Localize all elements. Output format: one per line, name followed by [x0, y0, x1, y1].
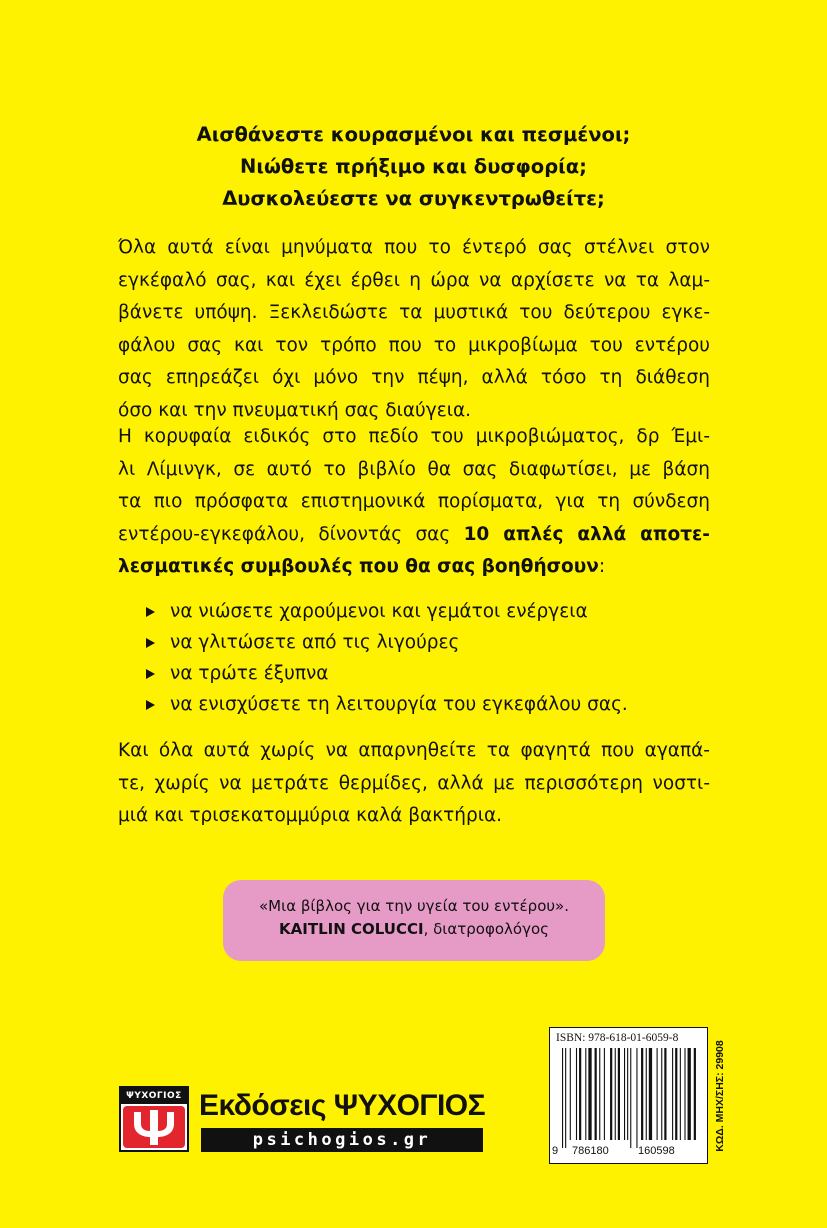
headline-line-1: Αισθάνεστε κουρασμένοι και πεσμένοι; [196, 123, 631, 146]
paragraph-2-text: εντέρου-εγκεφάλου, δίνοντάς σας [118, 523, 464, 545]
quote-text: «Μια βίβλος για την υγεία του εντέρου». [259, 897, 569, 915]
isbn-text: ISBN: 978-618-01-6059-8 [556, 1032, 679, 1044]
list-item [146, 627, 706, 658]
barcode-box [549, 1027, 708, 1164]
product-code [712, 1027, 728, 1164]
paragraph-2-line [118, 551, 710, 584]
quote-author: KAITLIN COLUCCI [279, 920, 424, 938]
barcode-digit-first: 9 [552, 1145, 559, 1157]
headline-line-2: Νιώθετε πρήξιμο και δυσφορία; [240, 155, 587, 178]
barcode-digits-right: 160598 [638, 1145, 675, 1157]
paragraph-2-line [118, 519, 710, 552]
publisher-url: psichogios.gr [201, 1128, 483, 1152]
paragraph-3 [118, 735, 710, 833]
barcode-icon [562, 1048, 698, 1148]
paragraph-1-line: εγκέφαλό σας, και έχει έρθει η ώρα να αρχίσετε να τα λαμ- [118, 269, 710, 291]
paragraph-2-text: : [598, 556, 606, 577]
list-item-text: να νιώσετε χαρούμενοι και γεμάτοι ενέργεια [170, 601, 588, 622]
paragraph-1 [118, 232, 710, 427]
list-item-text: να ενισχύσετε τη λειτουργία του εγκεφάλου σας. [170, 694, 628, 715]
paragraph-3-line: τε, χωρίς να μετράτε θερμίδες, αλλά με περισσότερη νοστι- [118, 772, 710, 794]
paragraph-2-bold-text: λεσματικές συμβουλές που θα σας βοηθήσουν [118, 556, 599, 577]
headline [100, 119, 727, 215]
barcode-digits-left: 786180 [572, 1145, 609, 1157]
publisher-logo [119, 1086, 189, 1152]
paragraph-2-line: Η κορυφαία ειδικός στο πεδίο του μικροβιώματος, δρ Έμι- [118, 426, 710, 447]
benefits-list [146, 596, 706, 720]
paragraph-2-line: λι Λίμινγκ, σε αυτό το βιβλίο θα σας διαφωτίσει, με βάση [118, 458, 710, 480]
triangle-bullet-icon [146, 607, 155, 617]
list-item [146, 596, 706, 627]
quote-role: , διατροφολόγος [423, 920, 549, 938]
product-code-text: ΚΩΔ. ΜΗΧ/ΣΗΣ: 29908 [714, 1039, 726, 1152]
paragraph-1-line: φάλου σας και τον τρόπο που το μικροβίωμα του εντέρου [118, 334, 710, 356]
publisher-block [119, 1086, 485, 1154]
quote-attribution [223, 918, 605, 941]
triangle-bullet-icon [146, 669, 155, 679]
paragraph-1-line: όσο και την πνευματική σας διαύγεια. [118, 399, 472, 421]
paragraph-2-line: τα πιο πρόσφατα επιστημονικά πορίσματα, για τη σύνδεση [118, 491, 710, 512]
triangle-bullet-icon [146, 700, 155, 710]
paragraph-3-line: Και όλα αυτά χωρίς να απαρνηθείτε τα φαγητά που αγαπά- [118, 740, 710, 761]
paragraph-2 [118, 421, 710, 584]
list-item [146, 689, 706, 720]
paragraph-2-bold-text: 10 απλές αλλά αποτε- [463, 523, 710, 545]
list-item [146, 658, 706, 689]
logo-label: ΨΥΧΟΓΙΟΣ [121, 1088, 187, 1104]
list-item-text: να τρώτε έξυπνα [170, 663, 329, 684]
triangle-bullet-icon [146, 638, 155, 648]
paragraph-1-line: βάνετε υπόψη. Ξεκλειδώστε τα μυστικά του δεύτερου εγκε- [118, 302, 710, 323]
review-quote-box [223, 880, 605, 961]
list-item-text: να γλιτώσετε από τις λιγούρες [170, 632, 460, 653]
paragraph-3-line: μιά και τρισεκατομμύρια καλά βακτήρια. [118, 805, 503, 826]
paragraph-1-line: Όλα αυτά είναι μηνύματα που το έντερό σας στέλνει στον [118, 237, 710, 258]
headline-line-3: Δυσκολεύεστε να συγκεντρωθείτε; [222, 187, 605, 210]
psi-logo-icon [121, 1104, 187, 1150]
paragraph-1-line: σας επηρεάζει όχι μόνο την πέψη, αλλά τόσο τη διάθεση [118, 367, 710, 388]
publisher-name: Εκδόσεις ΨΥΧΟΓΙΟΣ [199, 1089, 486, 1122]
